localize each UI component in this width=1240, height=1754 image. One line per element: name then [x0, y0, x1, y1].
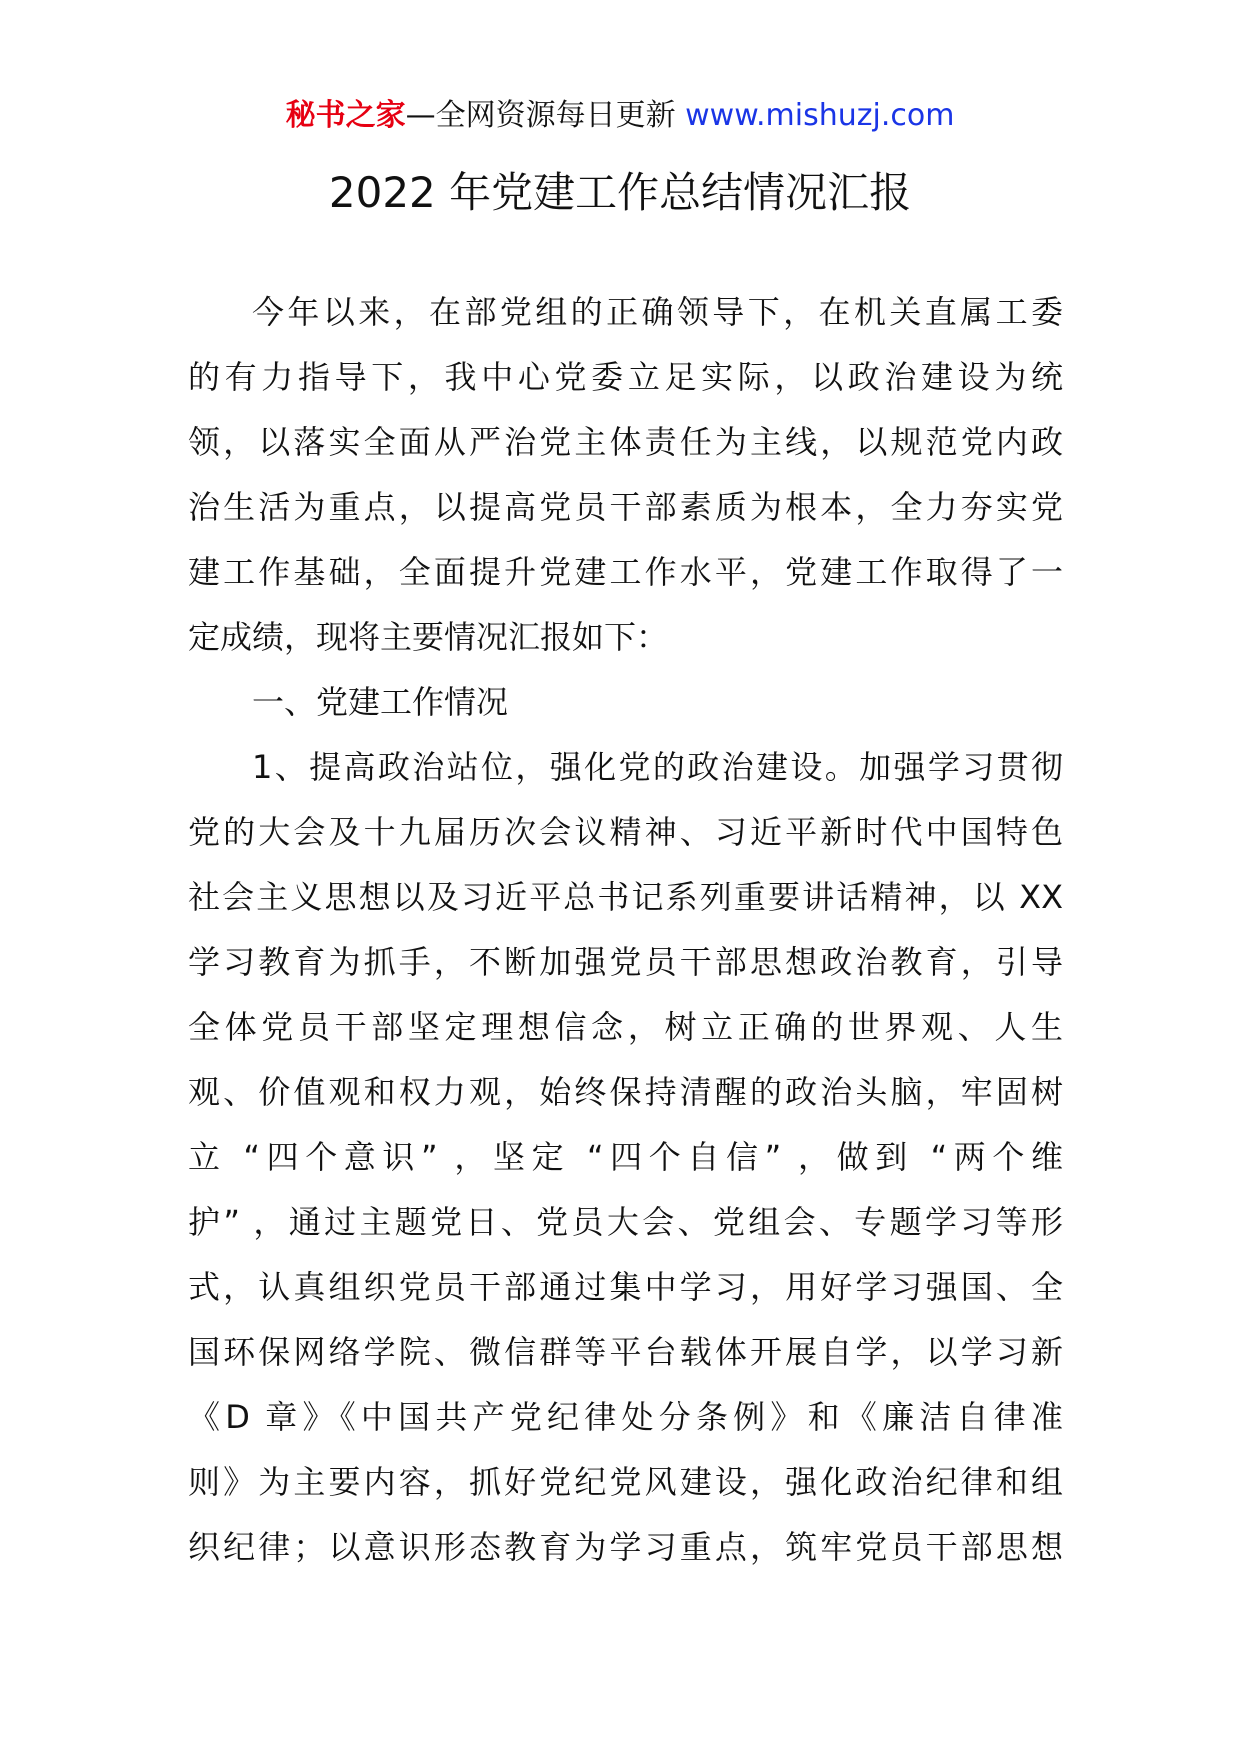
document-title: 2022 年党建工作总结情况汇报	[328, 168, 912, 217]
text-line: 观、价值观和权力观，始终保持清醒的政治头脑，牢固树	[188, 1073, 1063, 1111]
text-line: 式，认真组织党员干部通过集中学习，用好学习强国、全	[188, 1268, 1063, 1306]
text-line: 定成绩，现将主要情况汇报如下：	[188, 618, 669, 656]
text-line: 建工作基础，全面提升党建工作水平，党建工作取得了一	[188, 553, 1063, 591]
text-line: 治生活为重点，以提高党员干部素质为根本，全力夯实党	[188, 488, 1063, 526]
text-line: 社会主义思想以及习近平总书记系列重要讲话精神，以 XX	[188, 878, 1063, 916]
text-line: 立 “四个意识” ，坚定 “四个自信” ，做到 “两个维	[188, 1138, 1063, 1176]
document-body	[188, 292, 1063, 1592]
section-heading: 一、党建工作情况	[252, 683, 509, 721]
text-line: 的有力指导下，我中心党委立足实际，以政治建设为统	[188, 358, 1063, 396]
text-line: 党的大会及十九届历次会议精神、习近平新时代中国特色	[188, 813, 1063, 851]
text-line: 1、提高政治站位，强化党的政治建设。加强学习贯彻	[252, 748, 1063, 786]
brand-name: 秘书之家	[285, 98, 406, 133]
text-line: 全体党员干部坚定理想信念，树立正确的世界观、人生	[188, 1008, 1063, 1046]
header-url-link[interactable]: www.mishuzj.com	[685, 98, 955, 133]
text-line: 护” ，通过主题党日、党员大会、党组会、专题学习等形	[188, 1203, 1063, 1241]
text-line: 领，以落实全面从严治党主体责任为主线，以规范党内政	[188, 423, 1063, 461]
header-tagline: —全网资源每日更新	[405, 98, 676, 133]
watermark-header	[0, 96, 1240, 136]
text-line: 则》为主要内容，抓好党纪党风建设，强化政治纪律和组	[188, 1463, 1063, 1501]
text-line: 今年以来，在部党组的正确领导下，在机关直属工委	[252, 293, 1063, 331]
text-line: 织纪律；以意识形态教育为学习重点，筑牢党员干部思想	[188, 1528, 1063, 1566]
text-line: 学习教育为抓手，不断加强党员干部思想政治教育，引导	[188, 943, 1063, 981]
text-line: 《D 章》《中国共产党纪律处分条例》和《廉洁自律准	[188, 1398, 1063, 1436]
text-line: 国环保网络学院、微信群等平台载体开展自学，以学习新	[188, 1333, 1063, 1371]
